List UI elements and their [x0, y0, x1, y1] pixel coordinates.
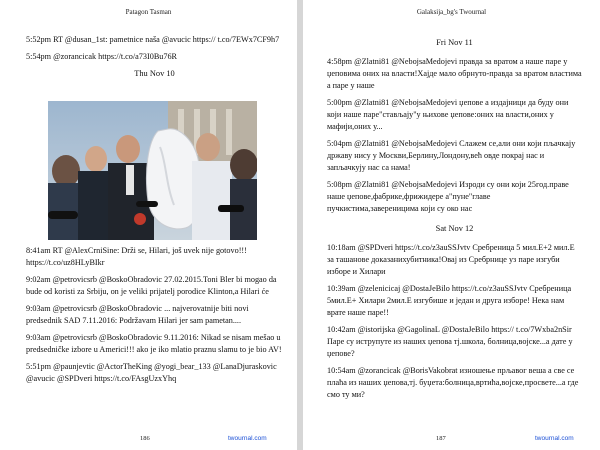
right-footer-link[interactable]: twournal.com [535, 435, 574, 442]
left-footer-link[interactable]: twournal.com [228, 435, 267, 442]
tweet-entry: 10:42am @istorijska @GagolinaL @DostaJeBilo https:// t.co/7Wxba2nSir Паре су иструпуте из наших џепова тј.школа, болница,војске...а дате у џепове? [327, 325, 573, 358]
tweet-entry: 5:51pm @paunjevtic @ActorTheKing @yogi_bear_133 @LanaDjuraskovic @avucic @SPDveri https://t.co/FAsgUzxYhq [26, 362, 277, 383]
right-entries [327, 35, 582, 406]
tweet-entry: 9:03am @petrovicsrb @BoskoObradovic ... najverovatnije biti novi predsednik SAD 7.11.2016: Podržavam Hilari jer sam pametan.... [26, 304, 249, 325]
tweet-entry: 5:54pm @zorancicak https://t.co/a73I0Bu76R [26, 52, 178, 61]
tweet-entry: 8:41am RT @AlexCrniSine: Drži se, Hilari, još uvek nije gotovo!!! https://t.co/uz8HLyBIkr [26, 246, 247, 267]
day-heading-fri: Fri Nov 11 [436, 38, 473, 47]
news-photo-illustration [48, 101, 257, 240]
tweet-entry: 10:39am @zelenicicaj @DostaJeBilo https://t.co/z3auSSJvtv Сребреница 5мил.Е+ Хилари 2мил.Е изгубише и један и друга изборе! Нека нам врате наше паре!! [327, 284, 572, 317]
day-heading-thu: Thu Nov 10 [134, 69, 175, 78]
right-page [303, 0, 600, 450]
right-running-head: Galaksija_bg's Twournal [416, 8, 487, 16]
right-page-number: 187 [436, 435, 446, 442]
left-top-entries [26, 34, 283, 87]
news-photo [48, 101, 257, 240]
left-bottom-entries [26, 245, 283, 390]
left-page-number: 186 [140, 435, 150, 442]
left-running-head: Patagon Tasman [125, 8, 172, 16]
tweet-entry: 5:52pm RT @dusan_1st: pametnice naša @avucic https:// t.co/7EWx7CF9h7 [26, 35, 280, 44]
tweet-entry: 5:04pm @Zlatni81 @NebojsaMedojevi Слажем се,али они који пљачкају државу нису у Москви,Берлину,Лондону,већ овде покрај нас и запљачкују нас са нама! [327, 139, 576, 172]
tweet-entry: 5:08pm @Zlatni81 @NebojsaMedojevi Изроди су они који 25год.праве наше џепове,фабрике,фрижидере а"пуне"главе пучкистима,завереницима који су око нас [327, 180, 569, 213]
tweet-entry: 5:00pm @Zlatni81 @NebojsaMedojevi џепове а издајници да буду они који наше паре"стављају"у њихове џепове:оних на власти,оних у мафији,оних у... [327, 98, 569, 131]
left-page [0, 0, 297, 450]
day-heading-sat: Sat Nov 12 [435, 224, 474, 233]
tweet-entry: 9:03am @petrovicsrb @BoskoObradovic 9.11.2016: Nikad se nisam mešao u predsedničke izbore u Americi!!! ako je iko mlatio praznu slamu to je bio AV! [26, 333, 282, 354]
tweet-entry: 9:02am @petrovicsrb @BoskoObradovic 27.02.2015.Toni Bler bi mogao da bude od koristi za Srbiju, on je veliki prijatelj porodice Klinton,a Hilari će [26, 275, 277, 296]
tweet-entry: 4:58pm @Zlatni81 @NebojsaMedojevi правда за вратом а наше паре у џеповима оних на власти!Хајде мало обрнуто-правда за вратом властима а паре у наше [327, 57, 582, 90]
tweet-entry: 10:18am @SPDveri https://t.co/z3auSSJvtv Сребреница 5 мил.Е+2 мил.Е за ташанове доказанихубитника!Овај из Сребрнице уз паре изгуби изборе и Хилари [327, 243, 575, 276]
tweet-entry: 10:54am @zorancicak @BorisVakobrat изношење прљавог веша а све се плаћа из наших џепова,тј. буџета:болница,вртића,војске,просвете...а где смо ту ми? [327, 366, 579, 399]
